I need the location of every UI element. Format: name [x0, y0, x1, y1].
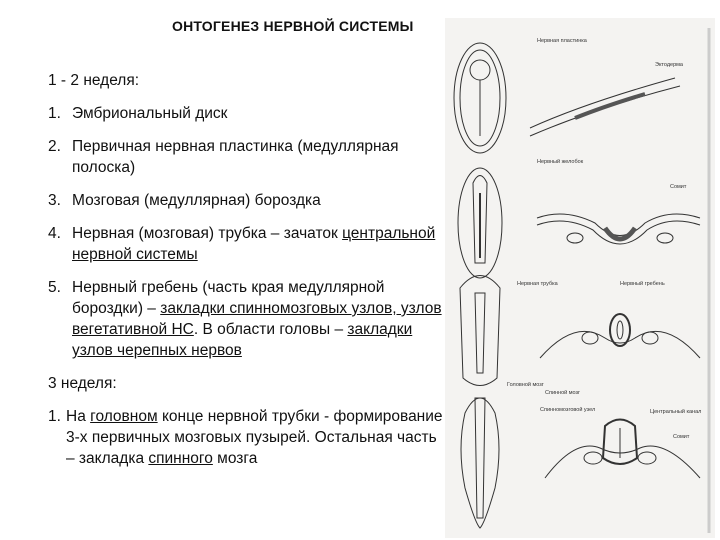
item-number: 1. [48, 105, 61, 122]
list-item [48, 136, 443, 178]
item-text [72, 223, 443, 265]
item-text-plain: Нервная (мозговая) трубка – зачаток [72, 225, 343, 242]
item-number: 1. [48, 408, 61, 425]
item-number: 4. [48, 225, 61, 242]
lecture-text [48, 70, 443, 481]
figure-label: Спинной мозг [545, 390, 581, 396]
week-heading-3: 3 неделя: [48, 375, 117, 392]
list-item [48, 103, 443, 124]
embryology-figure [445, 18, 715, 538]
item-number: 5. [48, 279, 61, 296]
figure-label: Эктодерма [655, 62, 683, 68]
neural-development-illustration [445, 18, 715, 538]
list-item [48, 406, 443, 469]
item-text-underlined: головном [90, 408, 158, 425]
item-text-plain: Нервный гребень (часть края медуллярной бороздки) – [72, 279, 385, 317]
item-text [72, 277, 443, 361]
page-title: ОНТОГЕНЕЗ НЕРВНОЙ СИСТЕМЫ [172, 18, 414, 34]
item-text: Эмбриональный диск [72, 105, 228, 122]
item-text-underlined: закладки узлов черепных нервов [72, 321, 413, 359]
item-text [66, 406, 443, 469]
list-item [48, 190, 443, 211]
item-text-mid: . В области головы – [193, 321, 348, 338]
list-item [48, 223, 443, 265]
item-number: 2. [48, 138, 61, 155]
item-text: Первичная нервная пластинка (медуллярная полоска) [72, 138, 399, 176]
item-text-plain: На [66, 408, 91, 425]
figure-label: Спинномозговой узел [540, 407, 596, 413]
figure-label: Нервный желобок [537, 159, 584, 165]
figure-label: Нервный гребень [620, 281, 665, 287]
item-text: Мозговая (медуллярная) бороздка [72, 192, 321, 209]
week-heading-1: 1 - 2 неделя: [48, 72, 140, 89]
figure-label: Сомит [673, 434, 690, 440]
list-item [48, 277, 443, 361]
figure-label: Головной мозг [507, 382, 544, 388]
item-text-underlined: закладки спинномозговых узлов, узлов вегетативной НС [72, 300, 442, 338]
figure-label: Сомит [670, 184, 687, 190]
figure-label: Центральный канал [650, 409, 702, 415]
item-text-underlined: спинного [148, 450, 213, 467]
item-text-end: мозга [212, 450, 258, 467]
figure-label: Нервная трубка [517, 281, 558, 287]
figure-label: Нервная пластинка [537, 38, 587, 44]
item-text-underlined: центральной нервной системы [72, 225, 436, 263]
item-number: 3. [48, 192, 61, 209]
item-text-mid: конце нервной трубки - формирование 3-х первичных мозговых пузырей. Остальная часть – закладка [66, 408, 443, 467]
